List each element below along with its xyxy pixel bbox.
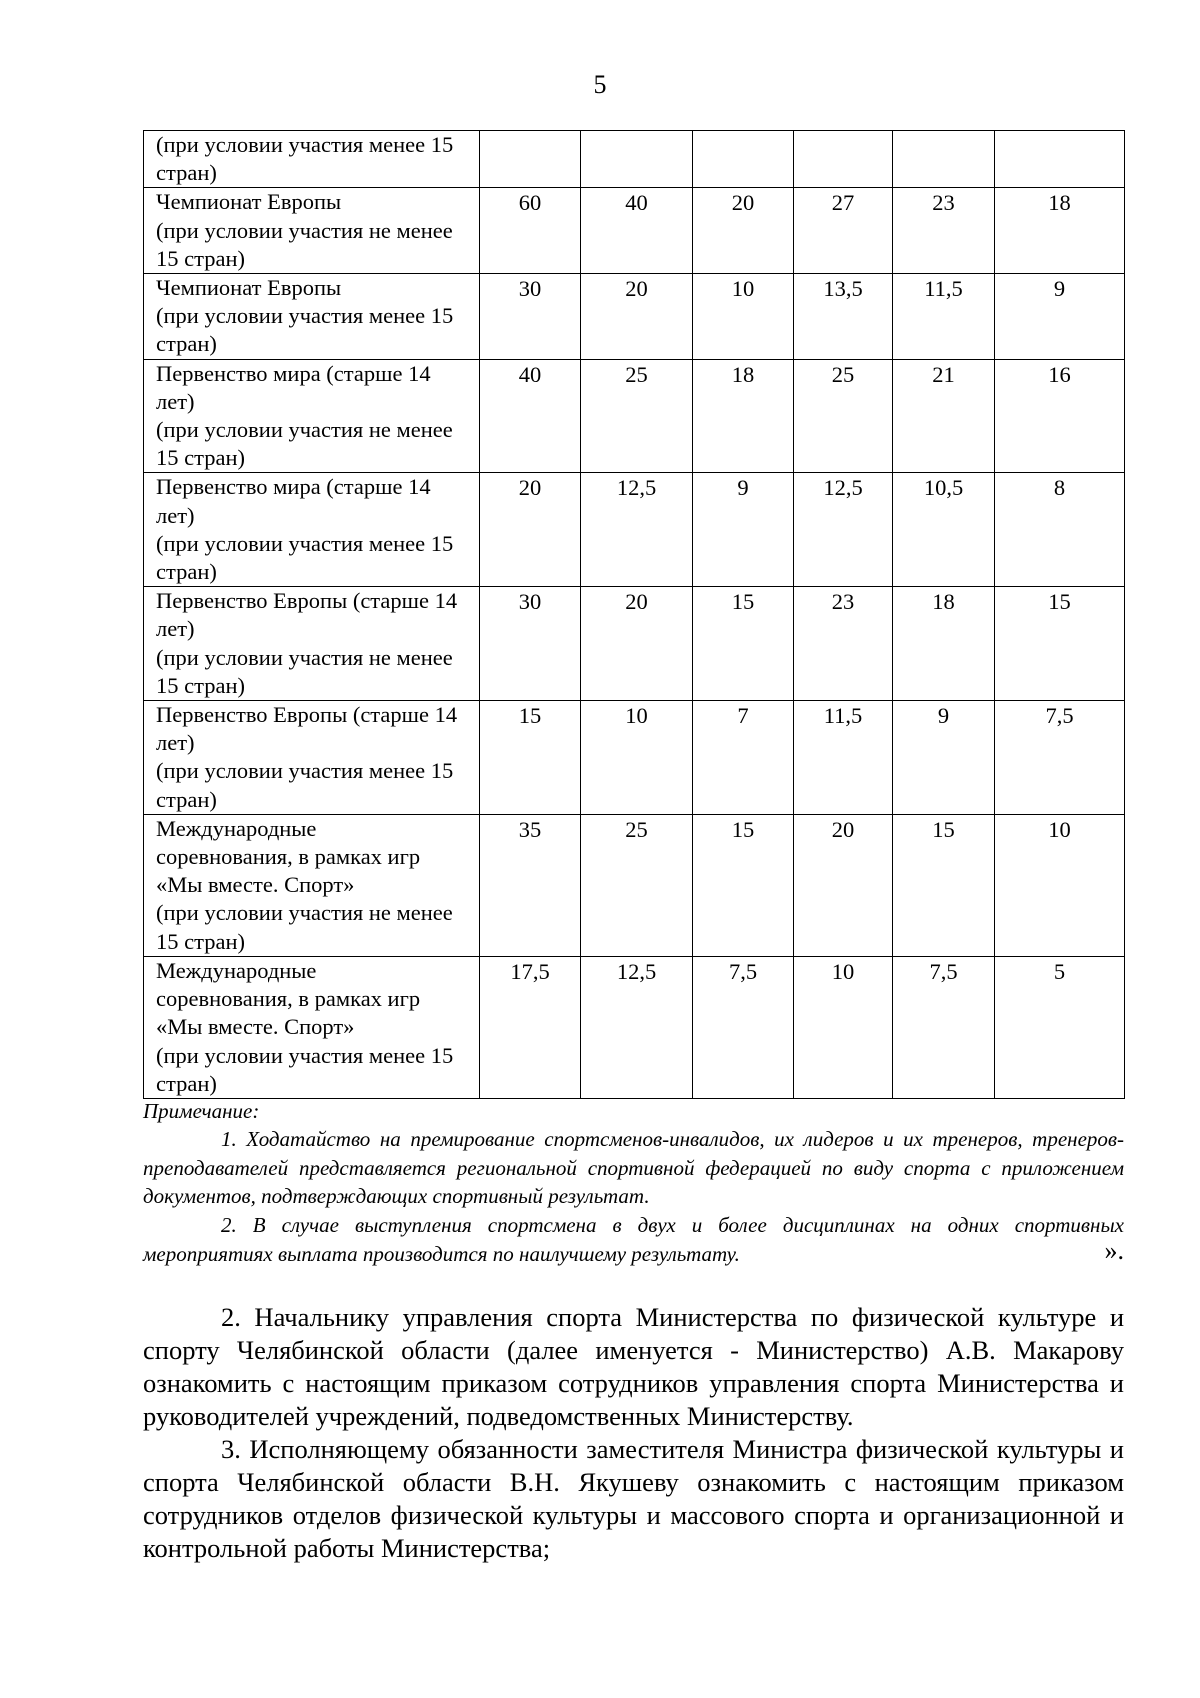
value-cell: 15 (995, 587, 1125, 701)
value-cell: 30 (480, 274, 581, 360)
value-cell (480, 131, 581, 188)
value-cell: 10 (581, 701, 693, 815)
value-cell: 11,5 (893, 274, 995, 360)
event-line: стран) (156, 1070, 217, 1096)
event-line: лет) (156, 502, 195, 528)
value-cell: 25 (581, 359, 693, 473)
event-line: (при условии участия менее 15 (156, 758, 454, 784)
table-row (144, 274, 1125, 360)
table-row (144, 701, 1125, 815)
value-cell (995, 131, 1125, 188)
table-row (144, 359, 1125, 473)
event-line: «Мы вместе. Спорт» (156, 1014, 355, 1040)
event-line: 15 стран) (156, 928, 245, 954)
event-cell (144, 359, 480, 473)
event-line: (при условии участия не менее (156, 417, 453, 443)
value-cell: 35 (480, 814, 581, 956)
table-row (144, 473, 1125, 587)
value-cell: 7 (693, 701, 794, 815)
event-line: (при условии участия не менее (156, 900, 453, 926)
value-cell: 10,5 (893, 473, 995, 587)
value-cell: 40 (480, 359, 581, 473)
value-cell: 5 (995, 956, 1125, 1098)
value-cell: 17,5 (480, 956, 581, 1098)
event-line: Первенство мира (старше 14 (156, 474, 431, 500)
value-cell: 11,5 (794, 701, 893, 815)
event-line: лет) (156, 730, 195, 756)
value-cell: 30 (480, 587, 581, 701)
event-line: «Мы вместе. Спорт» (156, 872, 355, 898)
event-line: (при условии участия не менее (156, 644, 453, 670)
event-line: 15 стран) (156, 445, 245, 471)
event-line: Первенство Европы (старше 14 (156, 588, 458, 614)
value-cell (693, 131, 794, 188)
event-cell (144, 188, 480, 274)
table-row (144, 814, 1125, 956)
value-cell: 8 (995, 473, 1125, 587)
value-cell: 12,5 (581, 473, 693, 587)
event-cell (144, 701, 480, 815)
table-row (144, 131, 1125, 188)
value-cell: 20 (581, 587, 693, 701)
value-cell: 27 (794, 188, 893, 274)
event-cell (144, 814, 480, 956)
event-cell (144, 274, 480, 360)
event-line: стран) (156, 160, 217, 186)
event-line: стран) (156, 559, 217, 585)
event-cell (144, 473, 480, 587)
event-line: 15 стран) (156, 672, 245, 698)
event-line: Чемпионат Европы (156, 275, 342, 301)
closing-quote-mark: ». (1104, 1236, 1124, 1265)
event-line: 15 стран) (156, 245, 245, 271)
event-line: Чемпионат Европы (156, 189, 342, 215)
value-cell: 18 (995, 188, 1125, 274)
value-cell: 25 (581, 814, 693, 956)
event-line: лет) (156, 616, 195, 642)
event-line: Международные (156, 957, 317, 983)
note-title: Примечание: (143, 1099, 260, 1123)
note-item-1: 1. Ходатайство на премирование спортсменов-инвалидов, их лидеров и их тренеров, тренеров-преподавателей представляется региональной спортивной федерацией по виду спорта с приложением документов, подтверждающих спортивный результат. (143, 1127, 1124, 1209)
value-cell: 18 (893, 587, 995, 701)
event-cell (144, 587, 480, 701)
value-cell: 9 (995, 274, 1125, 360)
event-line: соревнования, в рамках игр (156, 844, 421, 870)
value-cell (581, 131, 693, 188)
value-cell: 25 (794, 359, 893, 473)
value-cell: 18 (693, 359, 794, 473)
value-cell: 12,5 (581, 956, 693, 1098)
value-cell (794, 131, 893, 188)
event-line: Первенство мира (старше 14 (156, 360, 431, 386)
value-cell: 15 (480, 701, 581, 815)
value-cell: 12,5 (794, 473, 893, 587)
value-cell: 7,5 (893, 956, 995, 1098)
value-cell: 10 (794, 956, 893, 1098)
value-cell: 9 (893, 701, 995, 815)
value-cell: 15 (693, 814, 794, 956)
event-line: (при условии участия менее 15 (156, 132, 454, 157)
event-line: (при условии участия менее 15 (156, 530, 454, 556)
paragraph-2: 2. Начальнику управления спорта Министерства по физической культуре и спорту Челябинской области (далее именуется - Министерство) А.В. Макарову ознакомить с настоящим приказом сотрудников управления спорта Министерства и руководителей учреждений, подведомственных Министерству. (143, 1302, 1124, 1431)
award-table (143, 130, 1125, 1099)
award-table-body (144, 131, 1125, 1099)
value-cell: 20 (581, 274, 693, 360)
note-item-2: 2. В случае выступления спортсмена в двух и более дисциплинах на одних спортивных мероприятиях выплата производится по наилучшему результату. (143, 1213, 1124, 1266)
event-cell (144, 131, 480, 188)
value-cell: 40 (581, 188, 693, 274)
value-cell: 10 (693, 274, 794, 360)
value-cell: 21 (893, 359, 995, 473)
value-cell: 7,5 (995, 701, 1125, 815)
value-cell: 9 (693, 473, 794, 587)
event-line: (при условии участия не менее (156, 217, 453, 243)
event-line: стран) (156, 786, 217, 812)
event-line: (при условии участия менее 15 (156, 303, 454, 329)
value-cell: 20 (794, 814, 893, 956)
value-cell: 60 (480, 188, 581, 274)
value-cell: 13,5 (794, 274, 893, 360)
value-cell: 7,5 (693, 956, 794, 1098)
table-row (144, 587, 1125, 701)
table-row (144, 956, 1125, 1098)
value-cell: 16 (995, 359, 1125, 473)
value-cell: 20 (480, 473, 581, 587)
event-line: Международные (156, 815, 317, 841)
value-cell: 15 (693, 587, 794, 701)
value-cell: 15 (893, 814, 995, 956)
event-line: соревнования, в рамках игр (156, 986, 421, 1012)
event-line: (при условии участия менее 15 (156, 1042, 454, 1068)
paragraph-3: 3. Исполняющему обязанности заместителя Министра физической культуры и спорта Челябинской области В.Н. Якушеву ознакомить с настоящим приказом сотрудников отделов физической культуры и массового спорта и организационной и контрольной работы Министерства; (143, 1434, 1124, 1563)
value-cell: 23 (893, 188, 995, 274)
event-line: лет) (156, 388, 195, 414)
event-line: стран) (156, 331, 217, 357)
page-number: 5 (593, 70, 607, 99)
table-row (144, 188, 1125, 274)
value-cell: 10 (995, 814, 1125, 956)
event-cell (144, 956, 480, 1098)
value-cell: 23 (794, 587, 893, 701)
value-cell: 20 (693, 188, 794, 274)
value-cell (893, 131, 995, 188)
event-line: Первенство Европы (старше 14 (156, 702, 458, 728)
